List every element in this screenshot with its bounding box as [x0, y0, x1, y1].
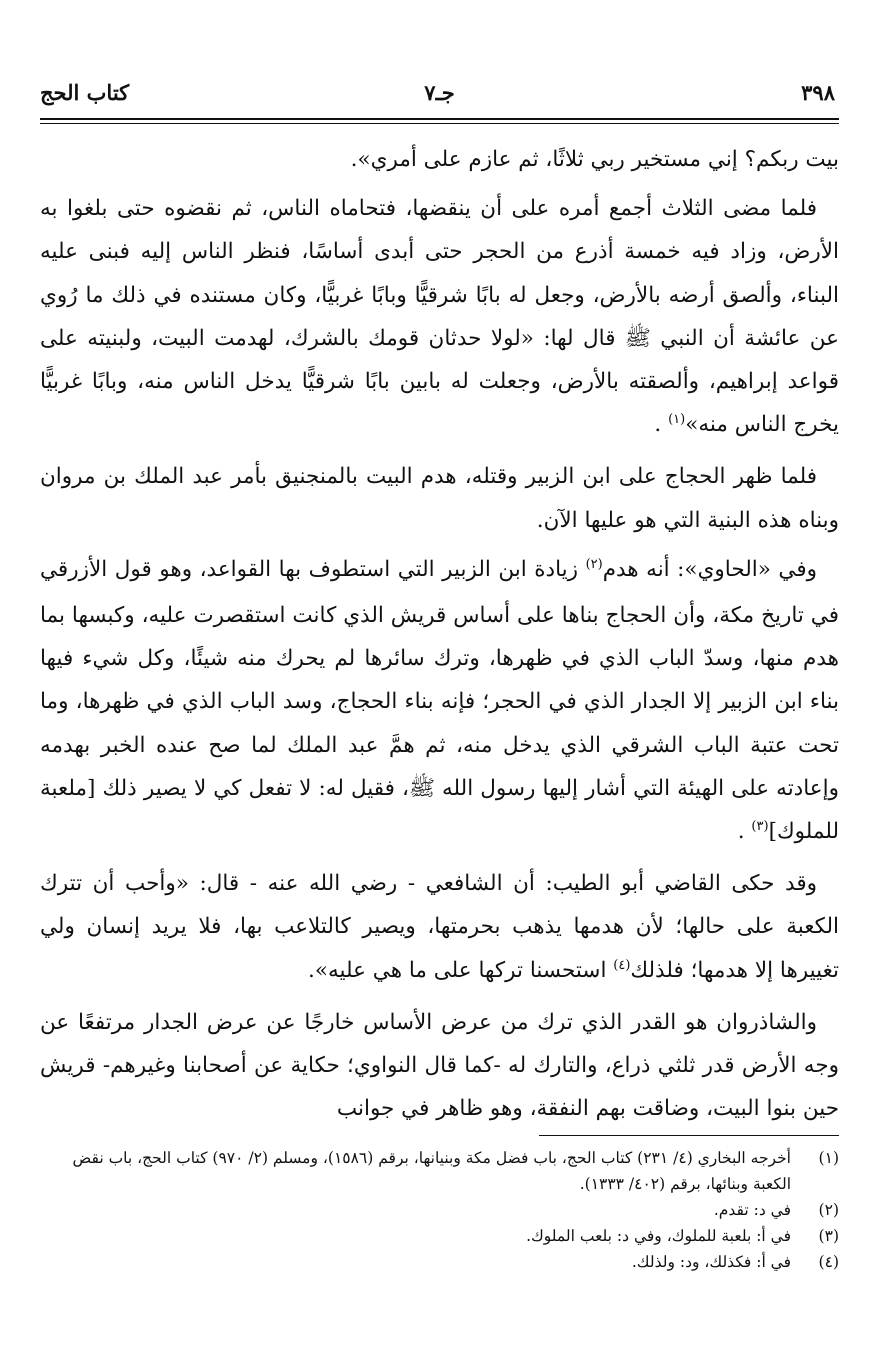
main-text: [40, 138, 839, 1130]
footnote: [40, 1223, 839, 1249]
header-rule: [40, 118, 839, 120]
paragraph-text: استحسنا تركها على ما هي عليه».: [307, 957, 614, 983]
footnote-text: في أ: بلعبة للملوك، وفي د: بلعب الملوك.: [526, 1227, 791, 1245]
paragraph-text: والشاذروان هو القدر الذي ترك من عرض الأساس خارجًا عن عرض الجدار مرتفعًا عن وجه الأرض قدر ثلثي ذراع، والتارك له -كما قال النواوي؛ حكاية عن أصحابنا وغيرهم- قريش حين بنوا البيت، وضاقت بهم النفقة، وهو ظاهر في جوانب: [40, 1009, 839, 1122]
footnote-reference[interactable]: (٢): [585, 556, 603, 572]
footnote-reference[interactable]: (١): [668, 412, 686, 428]
paragraph-text: فلما ظهر الحجاج على ابن الزبير وقتله، هدم البيت بالمنجنيق بأمر عبد الملك بن مروان وبناه هذه البنية التي هو عليها الآن.: [40, 464, 839, 533]
paragraph: [40, 187, 839, 449]
paragraph-text: فلما مضى الثلاث أجمع أمره على أن ينقضها، فتحاماه الناس، ثم نقضوه حتى بلغوا به الأرض، وزاد فيه خمسة أذرع من الحجر حتى أبدى أساسًا، فنظر الناس إليه فبنى عليه البناء، وألصق أرضه بالأرض، وجعل له بابًا شرقيًّا وبابًا غربيًّا، وكان مستنده في ذلك ما رُوي عن عائشة أن النبي ﷺ قال لها: «لولا حدثان قومك بالشرك، لهدمت البيت، ولبنيته على قواعد إبراهيم، وألصقته بالأرض، وجعلت له بابين بابًا شرقيًّا يدخل الناس منه، وبابًا غربيًّا يخرج الناس منه»: [40, 196, 839, 438]
footnote-number: (٤): [818, 1253, 839, 1271]
paragraph: [40, 548, 839, 856]
footnote-reference[interactable]: (٤): [613, 957, 631, 973]
paragraph-text: .: [654, 412, 669, 438]
page-number: ٣٩٨: [801, 80, 835, 105]
footnote: [40, 1249, 839, 1275]
footnote: [40, 1145, 839, 1197]
paragraph-text: وفي «الحاوي»: أنه هدم: [602, 556, 818, 582]
paragraph: [40, 455, 839, 541]
header-rule-thin: [40, 123, 839, 124]
paragraph-text: بيت ربكم؟ إني مستخير ربي ثلاثًا، ثم عازم على أمري».: [350, 147, 839, 172]
paragraph: [40, 138, 839, 181]
paragraph: [40, 1001, 839, 1131]
footnote-number: (٣): [818, 1227, 839, 1245]
footnote-number: (١): [818, 1149, 839, 1167]
footnote-number: (٢): [818, 1201, 839, 1219]
running-header: [40, 62, 839, 112]
footnote-text: في د: تقدم.: [713, 1201, 791, 1219]
footnote-reference[interactable]: (٣): [751, 819, 769, 835]
footnotes: [40, 1145, 839, 1275]
volume-label: جـ٧: [424, 80, 455, 105]
footnote-text: في أ: فكذلك، ود: ولذلك.: [631, 1253, 791, 1271]
footnote-separator: [539, 1135, 839, 1136]
paragraph: [40, 862, 839, 995]
footnote-text: أخرجه البخاري (٤/ ٢٣١) كتاب الحج، باب فضل مكة وبنيانها، برقم (١٥٨٦)، ومسلم (٢/ ٩٧٠) كتاب الحج، باب نقض الكعبة وبنائها، برقم (٤٠٢/ ١٣٣٣).: [72, 1149, 791, 1193]
book-title: كتاب الحج: [40, 80, 130, 105]
paragraph-text: .: [737, 819, 752, 845]
paragraph-text: وقد حكى القاضي أبو الطيب: أن الشافعي - رضي الله عنه - قال: «وأحب أن تترك الكعبة على حالها؛ لأن هدمها يذهب بحرمتها، ويصير كالتلاعب بها، فلا يريد إنسان ولي تغييرها إلا هدمها؛ فلذلك: [40, 871, 839, 983]
footnote: [40, 1197, 839, 1223]
paragraph-text: زيادة ابن الزبير التي استطوف بها القواعد، وهو قول الأزرقي في تاريخ مكة، وأن الحجاج بناها على أساس قريش الذي كانت استقصرت عليه، وكبسها بما هدم منها، وسدّ الباب الذي في ظهرها، وترك سائرها لم يحرك منه شيئًا، وكل شيء فيها بناء ابن الزبير إلا الجدار الذي في الحجر؛ فإنه بناء الحجاج، وسد الباب الذي في ظهرها، وما تحت عتبة الباب الشرقي الذي يدخل منه، ثم همَّ عبد الملك لما صح عنده الخبر بهدمه وإعادته على الهيئة التي أشار إليها رسول الله ﷺ، فقيل له: لا تفعل كي لا يصير ذلك [ملعبة للملوك]: [40, 556, 839, 845]
